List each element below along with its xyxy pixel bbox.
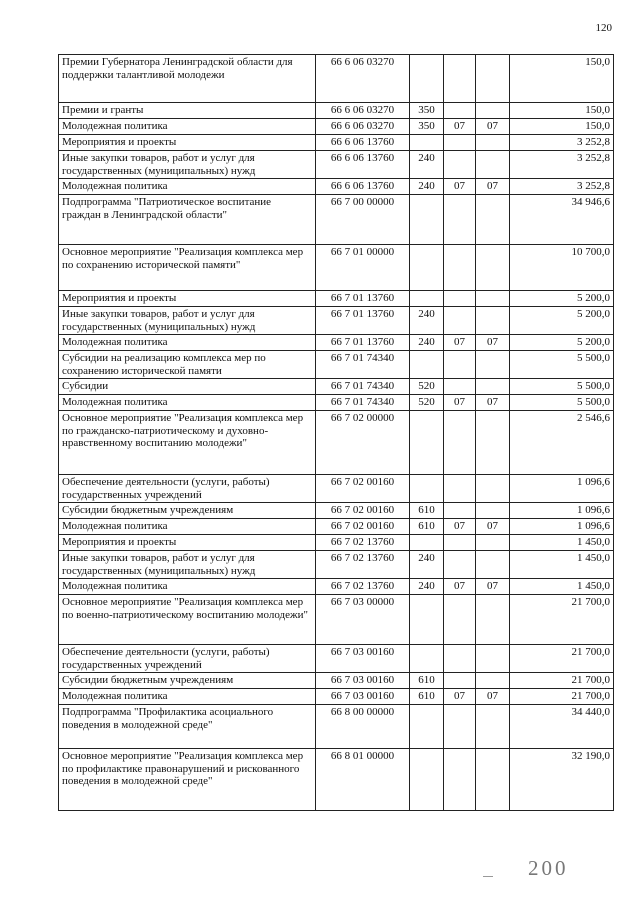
row-code: 66 7 03 00000 bbox=[316, 595, 410, 645]
row-code: 66 7 02 13760 bbox=[316, 551, 410, 579]
row-code: 66 6 06 03270 bbox=[316, 119, 410, 135]
table-row bbox=[59, 705, 614, 749]
row-name: Мероприятия и проекты bbox=[59, 135, 316, 151]
row-subsection: 07 bbox=[476, 335, 510, 351]
row-section: 07 bbox=[444, 519, 476, 535]
row-name: Молодежная политика bbox=[59, 335, 316, 351]
row-subsection bbox=[476, 411, 510, 475]
row-code: 66 7 01 13760 bbox=[316, 335, 410, 351]
row-code: 66 7 02 13760 bbox=[316, 579, 410, 595]
row-code: 66 7 02 00160 bbox=[316, 503, 410, 519]
table-row bbox=[59, 307, 614, 335]
row-code: 66 6 06 13760 bbox=[316, 135, 410, 151]
row-amount: 5 200,0 bbox=[510, 291, 614, 307]
row-amount: 150,0 bbox=[510, 119, 614, 135]
row-section: 07 bbox=[444, 119, 476, 135]
row-subsection bbox=[476, 151, 510, 179]
row-section: 07 bbox=[444, 395, 476, 411]
row-amount: 150,0 bbox=[510, 55, 614, 103]
row-name: Субсидии бюджетным учреждениям bbox=[59, 503, 316, 519]
row-name: Субсидии на реализацию комплекса мер по сохранению исторической памяти bbox=[59, 351, 316, 379]
row-amount: 1 450,0 bbox=[510, 579, 614, 595]
row-subsection bbox=[476, 475, 510, 503]
row-amount: 21 700,0 bbox=[510, 689, 614, 705]
row-amount: 21 700,0 bbox=[510, 645, 614, 673]
row-section bbox=[444, 379, 476, 395]
row-subsection bbox=[476, 291, 510, 307]
row-expense-type bbox=[410, 749, 444, 811]
row-amount: 5 500,0 bbox=[510, 379, 614, 395]
row-section bbox=[444, 749, 476, 811]
table-row bbox=[59, 689, 614, 705]
row-section bbox=[444, 307, 476, 335]
row-section bbox=[444, 551, 476, 579]
row-expense-type: 610 bbox=[410, 519, 444, 535]
row-expense-type: 350 bbox=[410, 103, 444, 119]
row-expense-type bbox=[410, 475, 444, 503]
table-row bbox=[59, 579, 614, 595]
table-row bbox=[59, 645, 614, 673]
row-code: 66 7 02 00160 bbox=[316, 475, 410, 503]
row-expense-type: 240 bbox=[410, 551, 444, 579]
row-amount: 34 946,6 bbox=[510, 195, 614, 245]
table-row bbox=[59, 535, 614, 551]
row-expense-type bbox=[410, 535, 444, 551]
row-section bbox=[444, 195, 476, 245]
row-subsection bbox=[476, 195, 510, 245]
row-name: Молодежная политика bbox=[59, 119, 316, 135]
table-row bbox=[59, 195, 614, 245]
row-expense-type bbox=[410, 195, 444, 245]
row-subsection bbox=[476, 351, 510, 379]
row-subsection: 07 bbox=[476, 395, 510, 411]
row-code: 66 7 01 13760 bbox=[316, 291, 410, 307]
row-code: 66 7 03 00160 bbox=[316, 645, 410, 673]
row-name: Премии Губернатора Ленинградской области для поддержки талантливой молодежи bbox=[59, 55, 316, 103]
row-subsection bbox=[476, 135, 510, 151]
row-name: Мероприятия и проекты bbox=[59, 535, 316, 551]
row-section bbox=[444, 595, 476, 645]
row-code: 66 7 01 00000 bbox=[316, 245, 410, 291]
row-subsection bbox=[476, 503, 510, 519]
table-row bbox=[59, 595, 614, 645]
row-expense-type: 520 bbox=[410, 395, 444, 411]
row-amount: 5 200,0 bbox=[510, 307, 614, 335]
row-expense-type bbox=[410, 351, 444, 379]
row-section bbox=[444, 475, 476, 503]
row-expense-type bbox=[410, 411, 444, 475]
row-expense-type bbox=[410, 595, 444, 645]
row-amount: 150,0 bbox=[510, 103, 614, 119]
table-row bbox=[59, 411, 614, 475]
row-expense-type bbox=[410, 645, 444, 673]
row-code: 66 7 03 00160 bbox=[316, 673, 410, 689]
row-subsection bbox=[476, 749, 510, 811]
row-expense-type bbox=[410, 245, 444, 291]
row-name: Иные закупки товаров, работ и услуг для государственных (муниципальных) нужд bbox=[59, 307, 316, 335]
row-name: Основное мероприятие "Реализация комплекса мер по профилактике правонарушений и рискованного поведения в молодежной среде" bbox=[59, 749, 316, 811]
row-section bbox=[444, 411, 476, 475]
row-code: 66 7 01 74340 bbox=[316, 351, 410, 379]
row-subsection bbox=[476, 673, 510, 689]
row-expense-type bbox=[410, 55, 444, 103]
row-amount: 5 500,0 bbox=[510, 351, 614, 379]
row-amount: 34 440,0 bbox=[510, 705, 614, 749]
budget-table-body bbox=[59, 55, 614, 811]
row-section bbox=[444, 351, 476, 379]
table-row bbox=[59, 395, 614, 411]
row-name: Молодежная политика bbox=[59, 689, 316, 705]
row-code: 66 7 02 00000 bbox=[316, 411, 410, 475]
row-section bbox=[444, 55, 476, 103]
row-subsection bbox=[476, 595, 510, 645]
table-row bbox=[59, 551, 614, 579]
row-name: Субсидии bbox=[59, 379, 316, 395]
row-section bbox=[444, 705, 476, 749]
row-section bbox=[444, 103, 476, 119]
table-row bbox=[59, 291, 614, 307]
row-code: 66 7 01 74340 bbox=[316, 379, 410, 395]
row-amount: 10 700,0 bbox=[510, 245, 614, 291]
row-amount: 3 252,8 bbox=[510, 151, 614, 179]
row-amount: 32 190,0 bbox=[510, 749, 614, 811]
row-subsection: 07 bbox=[476, 689, 510, 705]
row-subsection: 07 bbox=[476, 179, 510, 195]
row-code: 66 8 00 00000 bbox=[316, 705, 410, 749]
row-subsection: 07 bbox=[476, 119, 510, 135]
row-subsection bbox=[476, 551, 510, 579]
row-name: Обеспечение деятельности (услуги, работы) государственных учреждений bbox=[59, 475, 316, 503]
row-amount: 21 700,0 bbox=[510, 595, 614, 645]
dash-mark bbox=[483, 876, 493, 877]
row-expense-type: 240 bbox=[410, 151, 444, 179]
table-row bbox=[59, 673, 614, 689]
row-name: Мероприятия и проекты bbox=[59, 291, 316, 307]
row-amount: 5 500,0 bbox=[510, 395, 614, 411]
row-name: Подпрограмма "Патриотическое воспитание граждан в Ленинградской области" bbox=[59, 195, 316, 245]
row-code: 66 7 01 74340 bbox=[316, 395, 410, 411]
table-row bbox=[59, 749, 614, 811]
page-number: 120 bbox=[595, 22, 612, 34]
row-amount: 2 546,6 bbox=[510, 411, 614, 475]
row-code: 66 6 06 13760 bbox=[316, 179, 410, 195]
row-code: 66 7 03 00160 bbox=[316, 689, 410, 705]
row-name: Молодежная политика bbox=[59, 519, 316, 535]
row-amount: 5 200,0 bbox=[510, 335, 614, 351]
row-name: Основное мероприятие "Реализация комплекса мер по военно-патриотическому воспитанию молодежи" bbox=[59, 595, 316, 645]
row-section bbox=[444, 673, 476, 689]
row-expense-type: 240 bbox=[410, 579, 444, 595]
table-row bbox=[59, 119, 614, 135]
row-subsection bbox=[476, 645, 510, 673]
table-row bbox=[59, 335, 614, 351]
table-row bbox=[59, 475, 614, 503]
row-code: 66 7 02 00160 bbox=[316, 519, 410, 535]
row-code: 66 7 01 13760 bbox=[316, 307, 410, 335]
row-amount: 21 700,0 bbox=[510, 673, 614, 689]
row-name: Молодежная политика bbox=[59, 395, 316, 411]
row-expense-type: 240 bbox=[410, 335, 444, 351]
table-row bbox=[59, 245, 614, 291]
budget-table bbox=[58, 54, 614, 811]
row-name: Молодежная политика bbox=[59, 579, 316, 595]
row-section bbox=[444, 151, 476, 179]
row-section: 07 bbox=[444, 179, 476, 195]
row-subsection bbox=[476, 307, 510, 335]
table-row bbox=[59, 379, 614, 395]
row-name: Подпрограмма "Профилактика асоциального поведения в молодежной среде" bbox=[59, 705, 316, 749]
row-code: 66 6 06 03270 bbox=[316, 103, 410, 119]
table-row bbox=[59, 103, 614, 119]
row-subsection bbox=[476, 55, 510, 103]
row-subsection bbox=[476, 103, 510, 119]
table-row bbox=[59, 179, 614, 195]
row-section: 07 bbox=[444, 335, 476, 351]
table-row bbox=[59, 151, 614, 179]
row-expense-type: 350 bbox=[410, 119, 444, 135]
row-subsection bbox=[476, 245, 510, 291]
row-section bbox=[444, 245, 476, 291]
row-name: Молодежная политика bbox=[59, 179, 316, 195]
row-name: Обеспечение деятельности (услуги, работы) государственных учреждений bbox=[59, 645, 316, 673]
row-name: Иные закупки товаров, работ и услуг для государственных (муниципальных) нужд bbox=[59, 151, 316, 179]
row-expense-type bbox=[410, 705, 444, 749]
row-expense-type bbox=[410, 135, 444, 151]
row-expense-type: 240 bbox=[410, 307, 444, 335]
row-name: Иные закупки товаров, работ и услуг для государственных (муниципальных) нужд bbox=[59, 551, 316, 579]
row-amount: 1 096,6 bbox=[510, 519, 614, 535]
row-expense-type: 610 bbox=[410, 503, 444, 519]
row-section: 07 bbox=[444, 579, 476, 595]
row-amount: 1 450,0 bbox=[510, 551, 614, 579]
row-section bbox=[444, 135, 476, 151]
table-row bbox=[59, 135, 614, 151]
row-section bbox=[444, 291, 476, 307]
table-row bbox=[59, 519, 614, 535]
table-row bbox=[59, 503, 614, 519]
row-name: Субсидии бюджетным учреждениям bbox=[59, 673, 316, 689]
row-amount: 1 096,6 bbox=[510, 503, 614, 519]
row-expense-type: 240 bbox=[410, 179, 444, 195]
row-expense-type: 610 bbox=[410, 673, 444, 689]
row-expense-type: 610 bbox=[410, 689, 444, 705]
stamp-number: 200 bbox=[528, 856, 569, 880]
row-code: 66 7 00 00000 bbox=[316, 195, 410, 245]
table-row bbox=[59, 351, 614, 379]
row-section bbox=[444, 645, 476, 673]
row-expense-type bbox=[410, 291, 444, 307]
row-section bbox=[444, 503, 476, 519]
row-name: Основное мероприятие "Реализация комплекса мер по сохранению исторической памяти" bbox=[59, 245, 316, 291]
row-code: 66 7 02 13760 bbox=[316, 535, 410, 551]
row-amount: 3 252,8 bbox=[510, 135, 614, 151]
row-code: 66 6 06 03270 bbox=[316, 55, 410, 103]
table-row bbox=[59, 55, 614, 103]
row-subsection bbox=[476, 535, 510, 551]
row-section bbox=[444, 535, 476, 551]
row-name: Премии и гранты bbox=[59, 103, 316, 119]
row-code: 66 8 01 00000 bbox=[316, 749, 410, 811]
row-amount: 3 252,8 bbox=[510, 179, 614, 195]
row-amount: 1 450,0 bbox=[510, 535, 614, 551]
row-amount: 1 096,6 bbox=[510, 475, 614, 503]
row-subsection bbox=[476, 705, 510, 749]
row-expense-type: 520 bbox=[410, 379, 444, 395]
row-code: 66 6 06 13760 bbox=[316, 151, 410, 179]
row-subsection bbox=[476, 379, 510, 395]
row-name: Основное мероприятие "Реализация комплекса мер по гражданско-патриотическому и духовно-нравственному воспитанию молодежи" bbox=[59, 411, 316, 475]
row-subsection: 07 bbox=[476, 579, 510, 595]
row-subsection: 07 bbox=[476, 519, 510, 535]
row-section: 07 bbox=[444, 689, 476, 705]
